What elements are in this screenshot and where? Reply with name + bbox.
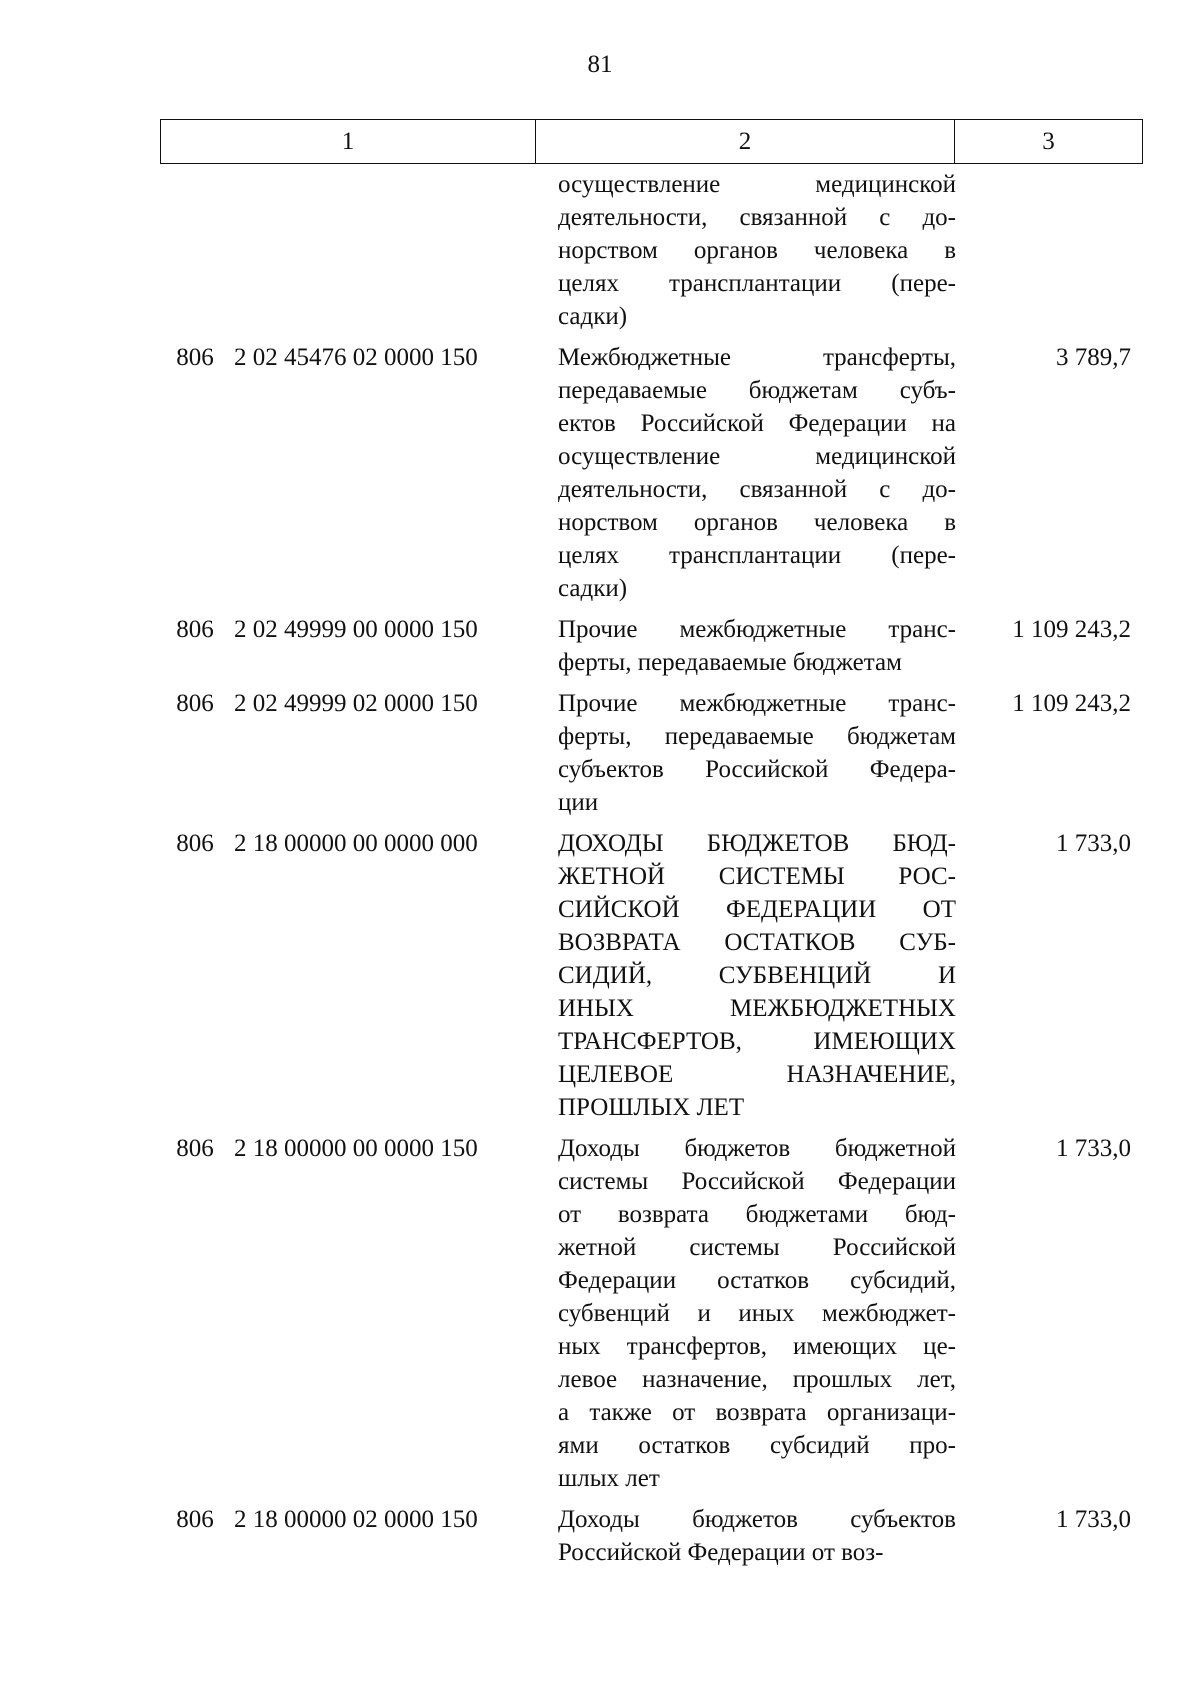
income-name-line: Доходы бюджетов субъектов: [558, 1506, 956, 1533]
table-row: [160, 827, 1143, 1124]
income-name-cell: [539, 1503, 956, 1569]
admin-code-cell: 806: [176, 1135, 214, 1162]
admin-code-cell: 806: [176, 830, 214, 857]
income-name-line: целях трансплантации (пере-: [558, 270, 956, 297]
income-name-line: деятельности, связанной с до-: [558, 476, 956, 503]
income-name-cell: [539, 1132, 956, 1495]
income-name-cell: [539, 827, 956, 1124]
income-name-line: Российской Федерации от воз-: [558, 1539, 884, 1566]
table-row: [160, 613, 1143, 679]
amount-cell: 1 109 243,2: [1012, 690, 1131, 717]
table-header: [160, 119, 1143, 164]
income-name-line: системы Российской Федерации: [558, 1168, 956, 1195]
income-name-line: норством органов человека в: [558, 237, 956, 264]
admin-code-cell: 806: [176, 344, 214, 371]
income-name-line: целях трансплантации (пере-: [558, 542, 956, 569]
income-name-line: ями остатков субсидий про-: [558, 1432, 956, 1459]
income-name-line: деятельности, связанной с до-: [558, 204, 956, 231]
income-name-line: субвенций и иных межбюджет-: [558, 1300, 956, 1327]
header-cell-column-1: 1: [161, 120, 536, 163]
budget-code-cell: 2 02 49999 00 0000 150: [234, 616, 478, 643]
income-name-line: норством органов человека в: [558, 509, 956, 536]
header-cell-column-2: 2: [536, 120, 955, 163]
budget-code-cell: 2 02 45476 02 0000 150: [234, 344, 478, 371]
income-name-line: ПРОШЛЫХ ЛЕТ: [558, 1094, 745, 1121]
income-name-line: а также от возврата организаци-: [558, 1399, 956, 1426]
table-row: [160, 687, 1143, 819]
amount-cell: 1 733,0: [1056, 1135, 1131, 1162]
page-number: 81: [587, 51, 613, 78]
income-name-line: Доходы бюджетов бюджетной: [558, 1135, 956, 1162]
income-name-cell: [539, 613, 956, 679]
budget-code-cell: 2 02 49999 02 0000 150: [234, 690, 478, 717]
budget-code-cell: 2 18 00000 00 0000 150: [234, 1135, 478, 1162]
table-row: [160, 1503, 1143, 1569]
table-row: [160, 168, 1143, 333]
amount-cell: 3 789,7: [1056, 344, 1131, 371]
admin-code-cell: 806: [176, 690, 214, 717]
income-name-line: передаваемые бюджетам субъ-: [558, 377, 956, 404]
income-name-line: СИДИЙ, СУБВЕНЦИЙ И: [558, 962, 956, 989]
amount-cell: 1 109 243,2: [1012, 616, 1131, 643]
table-body: [160, 168, 1143, 1577]
income-name-cell: [539, 341, 956, 605]
income-name-line: Межбюджетные трансферты,: [558, 344, 956, 371]
income-name-cell: [539, 168, 956, 333]
income-name-line: СИЙСКОЙ ФЕДЕРАЦИИ ОТ: [558, 896, 956, 923]
table-row: [160, 341, 1143, 605]
income-name-line: осуществление медицинской: [558, 171, 956, 198]
income-name-cell: [539, 687, 956, 819]
income-name-line: ции: [558, 789, 599, 816]
income-name-line: ных трансфертов, имеющих це-: [558, 1333, 956, 1360]
header-cell-column-3: 3: [1042, 127, 1055, 155]
income-name-line: ТРАНСФЕРТОВ, ИМЕЮЩИХ: [558, 1028, 956, 1055]
income-name-line: ферты, передаваемые бюджетам: [558, 649, 902, 676]
income-name-line: ектов Российской Федерации на: [558, 410, 956, 437]
table-row: [160, 1132, 1143, 1495]
income-name-line: осуществление медицинской: [558, 443, 956, 470]
income-name-line: ДОХОДЫ БЮДЖЕТОВ БЮД-: [558, 830, 956, 857]
budget-code-cell: 2 18 00000 00 0000 000: [234, 830, 478, 857]
income-name-line: садки): [558, 303, 628, 330]
budget-code-cell: 2 18 00000 02 0000 150: [234, 1506, 478, 1533]
admin-code-cell: 806: [176, 616, 214, 643]
amount-cell: 1 733,0: [1056, 830, 1131, 857]
income-name-line: Прочие межбюджетные транс-: [558, 616, 956, 643]
income-name-line: субъектов Российской Федера-: [558, 756, 956, 783]
income-name-line: шлых лет: [558, 1465, 660, 1492]
income-name-line: ЦЕЛЕВОЕ НАЗНАЧЕНИЕ,: [558, 1061, 956, 1088]
income-name-line: Федерации остатков субсидий,: [558, 1267, 956, 1294]
admin-code-cell: 806: [176, 1506, 214, 1533]
income-name-line: ЖЕТНОЙ СИСТЕМЫ РОС-: [558, 863, 956, 890]
income-name-line: ИНЫХ МЕЖБЮДЖЕТНЫХ: [558, 995, 956, 1022]
amount-cell: 1 733,0: [1056, 1506, 1131, 1533]
income-name-line: жетной системы Российской: [558, 1234, 956, 1261]
income-name-line: левое назначение, прошлых лет,: [558, 1366, 956, 1393]
income-name-line: садки): [558, 575, 628, 602]
income-name-line: от возврата бюджетами бюд-: [558, 1201, 956, 1228]
income-name-line: ферты, передаваемые бюджетам: [558, 723, 956, 750]
income-name-line: ВОЗВРАТА ОСТАТКОВ СУБ-: [558, 929, 956, 956]
income-name-line: Прочие межбюджетные транс-: [558, 690, 956, 717]
